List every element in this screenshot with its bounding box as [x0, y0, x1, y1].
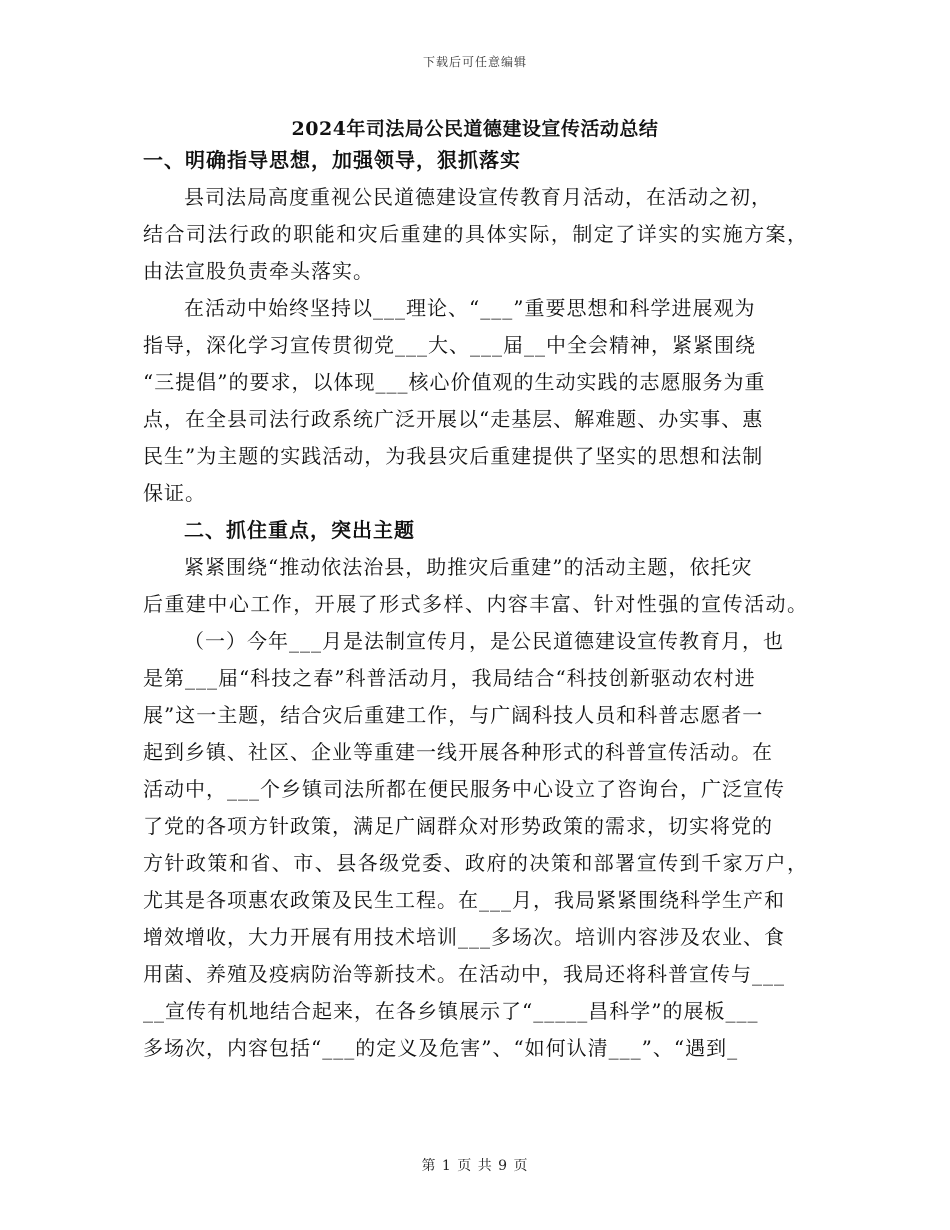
paragraph-line: 由法宣股负责牵头落实。 [143, 259, 374, 283]
section-heading-1: 一、明确指导思想，加强领导，狠抓落实 [143, 148, 521, 172]
paragraph-line: 指导，深化学习宣传贯彻党___大、___届__中全会精神，紧紧围绕 [143, 333, 756, 357]
paragraph-line: 在活动中始终坚持以___理论、“___”重要思想和科学进展观为 [184, 296, 756, 320]
header-note: 下载后可任意编辑 [422, 55, 527, 69]
paragraph-line: __宣传有机地结合起来，在各乡镇展示了“_____昌科学”的展板___ [143, 999, 759, 1023]
document-body [143, 142, 808, 1067]
paragraph-line: 结合司法行政的职能和灾后重建的具体实际，制定了详实的实施方案， [143, 222, 808, 246]
paragraph-line: 县司法局高度重视公民道德建设宣传教育月活动，在活动之初， [184, 185, 772, 209]
paragraph-line: （一）今年___月是法制宣传月，是公民道德建设宣传教育月，也 [184, 629, 784, 653]
paragraph-line: 起到乡镇、社区、企业等重建一线开展各种形式的科普宣传活动。在 [143, 740, 773, 764]
paragraph-line: 方针政策和省、市、县各级党委、政府的决策和部署宣传到千家万户， [143, 851, 808, 875]
paragraph-line: 了党的各项方针政策，满足广阔群众对形势政策的需求，切实将党的 [143, 814, 773, 838]
paragraph-line: 保证。 [143, 481, 206, 505]
page-footer: 第 1 页 共 9 页 [421, 1158, 529, 1174]
paragraph-line: 是第___届“科技之春”科普活动月，我局结合“科技创新驱动农村进 [143, 666, 756, 690]
paragraph-line: 尤其是各项惠农政策及民生工程。在___月，我局紧紧围绕科学生产和 [143, 888, 785, 912]
paragraph-line: 增效增收，大力开展有用技术培训___多场次。培训内容涉及农业、食 [143, 925, 785, 949]
paragraph-line: 民生”为主题的实践活动，为我县灾后重建提供了坚实的思想和法制 [143, 444, 764, 468]
paragraph-line: “三提倡”的要求，以体现___核心价值观的生动实践的志愿服务为重 [143, 370, 766, 394]
section-heading-2: 二、抓住重点，突出主题 [184, 518, 415, 542]
paragraph-line: 展”这一主题，结合灾后重建工作，与广阔科技人员和科普志愿者一 [143, 703, 764, 727]
paragraph-line: 后重建中心工作，开展了形式多样、内容丰富、针对性强的宣传活动。 [143, 592, 808, 616]
paragraph-line: 多场次，内容包括“___的定义及危害”、“如何认清___”、“遇到_ [143, 1036, 739, 1060]
paragraph-line: 用菌、养殖及疫病防治等新技术。在活动中，我局还将科普宣传与___ [143, 962, 785, 986]
document-title: 2024年司法局公民道德建设宣传活动总结 [291, 118, 659, 140]
paragraph-line: 活动中，___个乡镇司法所都在便民服务中心设立了咨询台，广泛宣传 [143, 777, 785, 801]
paragraph-line: 点，在全县司法行政系统广泛开展以“走基层、解难题、办实事、惠 [143, 407, 764, 431]
paragraph-line: 紧紧围绕“推动依法治县，助推灾后重建”的活动主题，依托灾 [184, 555, 753, 579]
